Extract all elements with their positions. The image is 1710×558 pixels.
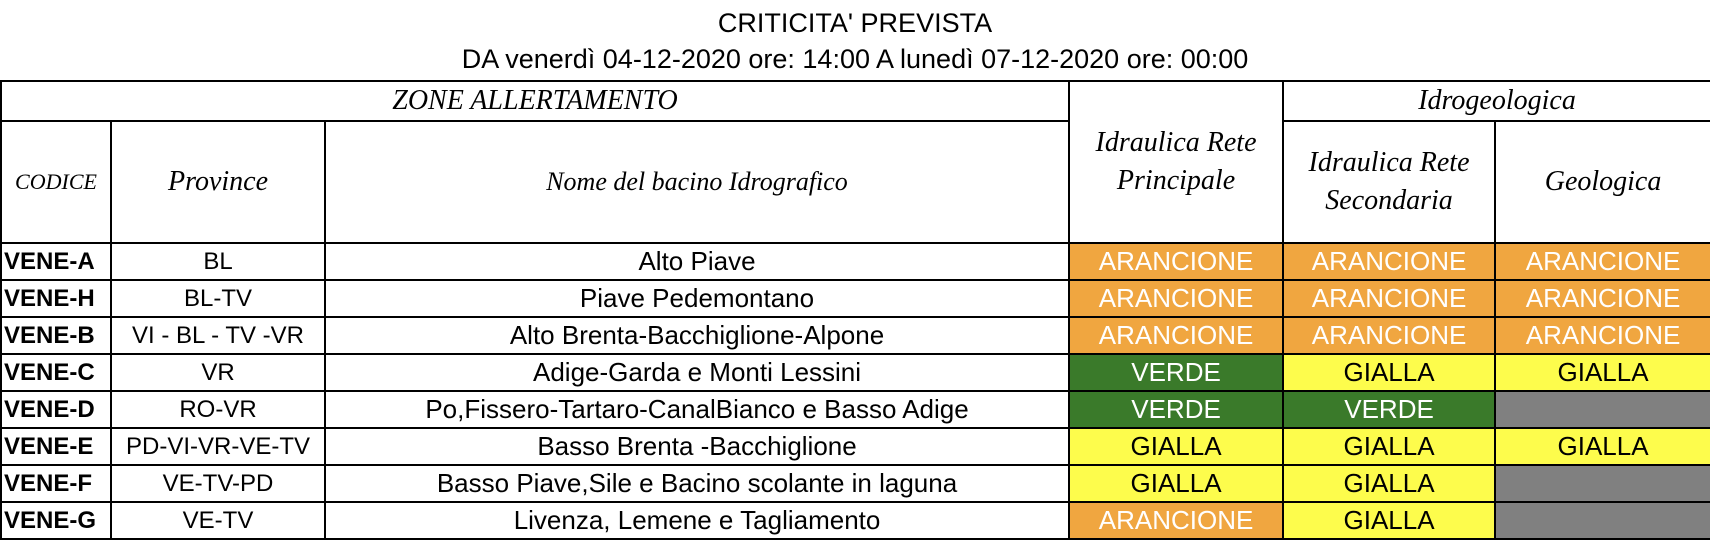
table-row: [1, 502, 1710, 539]
header-bacino: Nome del bacino Idrografico: [325, 121, 1069, 243]
header-idraulica-secondaria: Idraulica Rete Secondaria: [1283, 121, 1495, 243]
level-secondaria: VERDE: [1283, 391, 1495, 428]
provinces: VE-TV: [111, 502, 325, 539]
provinces: VR: [111, 354, 325, 391]
header-row-columns: [1, 121, 1710, 243]
basin-name: Alto Brenta-Bacchiglione-Alpone: [325, 317, 1069, 354]
level-principale: GIALLA: [1069, 465, 1283, 502]
level-principale: VERDE: [1069, 354, 1283, 391]
table-row: [1, 317, 1710, 354]
zone-code: VENE-F: [1, 465, 111, 502]
table-row: [1, 391, 1710, 428]
level-principale: VERDE: [1069, 391, 1283, 428]
zone-code: VENE-A: [1, 243, 111, 280]
zone-code: VENE-H: [1, 280, 111, 317]
level-secondaria: GIALLA: [1283, 354, 1495, 391]
header-idraulica-principale: Idraulica Rete Principale: [1069, 81, 1283, 243]
table-row: [1, 465, 1710, 502]
header-geologica: Geologica: [1495, 121, 1710, 243]
provinces: BL-TV: [111, 280, 325, 317]
header-province: Province: [111, 121, 325, 243]
zone-code: VENE-E: [1, 428, 111, 465]
header-idrogeologica: Idrogeologica: [1283, 81, 1710, 121]
level-principale: GIALLA: [1069, 428, 1283, 465]
basin-name: Livenza, Lemene e Tagliamento: [325, 502, 1069, 539]
zone-code: VENE-D: [1, 391, 111, 428]
level-geologica: ARANCIONE: [1495, 280, 1710, 317]
level-principale: ARANCIONE: [1069, 280, 1283, 317]
level-geologica: GIALLA: [1495, 428, 1710, 465]
header-row-group: [1, 81, 1710, 121]
level-geologica: ARANCIONE: [1495, 243, 1710, 280]
level-principale: ARANCIONE: [1069, 243, 1283, 280]
header-zone-allertamento: ZONE ALLERTAMENTO: [1, 81, 1069, 121]
basin-name: Basso Brenta -Bacchiglione: [325, 428, 1069, 465]
level-secondaria: ARANCIONE: [1283, 280, 1495, 317]
basin-name: Piave Pedemontano: [325, 280, 1069, 317]
level-secondaria: ARANCIONE: [1283, 243, 1495, 280]
basin-name: Alto Piave: [325, 243, 1069, 280]
level-principale: ARANCIONE: [1069, 317, 1283, 354]
forecast-period: DA venerdì 04-12-2020 ore: 14:00 A lunedì 07-12-2020 ore: 00:00: [461, 44, 1249, 74]
level-secondaria: ARANCIONE: [1283, 317, 1495, 354]
zone-code: VENE-G: [1, 502, 111, 539]
table-row: [1, 280, 1710, 317]
provinces: RO-VR: [111, 391, 325, 428]
level-geologica: [1495, 465, 1710, 502]
page-title: CRITICITA' PREVISTA: [717, 8, 993, 38]
zone-code: VENE-C: [1, 354, 111, 391]
basin-name: Po,Fissero-Tartaro-CanalBianco e Basso Adige: [325, 391, 1069, 428]
zone-code: VENE-B: [1, 317, 111, 354]
table-row: [1, 428, 1710, 465]
header-codice: CODICE: [1, 121, 111, 243]
level-secondaria: GIALLA: [1283, 465, 1495, 502]
level-geologica: ARANCIONE: [1495, 317, 1710, 354]
level-geologica: [1495, 391, 1710, 428]
basin-name: Adige-Garda e Monti Lessini: [325, 354, 1069, 391]
level-principale: ARANCIONE: [1069, 502, 1283, 539]
provinces: VE-TV-PD: [111, 465, 325, 502]
criticality-table: [0, 80, 1710, 540]
table-row: [1, 354, 1710, 391]
basin-name: Basso Piave,Sile e Bacino scolante in laguna: [325, 465, 1069, 502]
provinces: PD-VI-VR-VE-TV: [111, 428, 325, 465]
table-row: [1, 243, 1710, 280]
level-geologica: GIALLA: [1495, 354, 1710, 391]
provinces: BL: [111, 243, 325, 280]
level-secondaria: GIALLA: [1283, 428, 1495, 465]
provinces: VI - BL - TV -VR: [111, 317, 325, 354]
level-secondaria: GIALLA: [1283, 502, 1495, 539]
level-geologica: [1495, 502, 1710, 539]
